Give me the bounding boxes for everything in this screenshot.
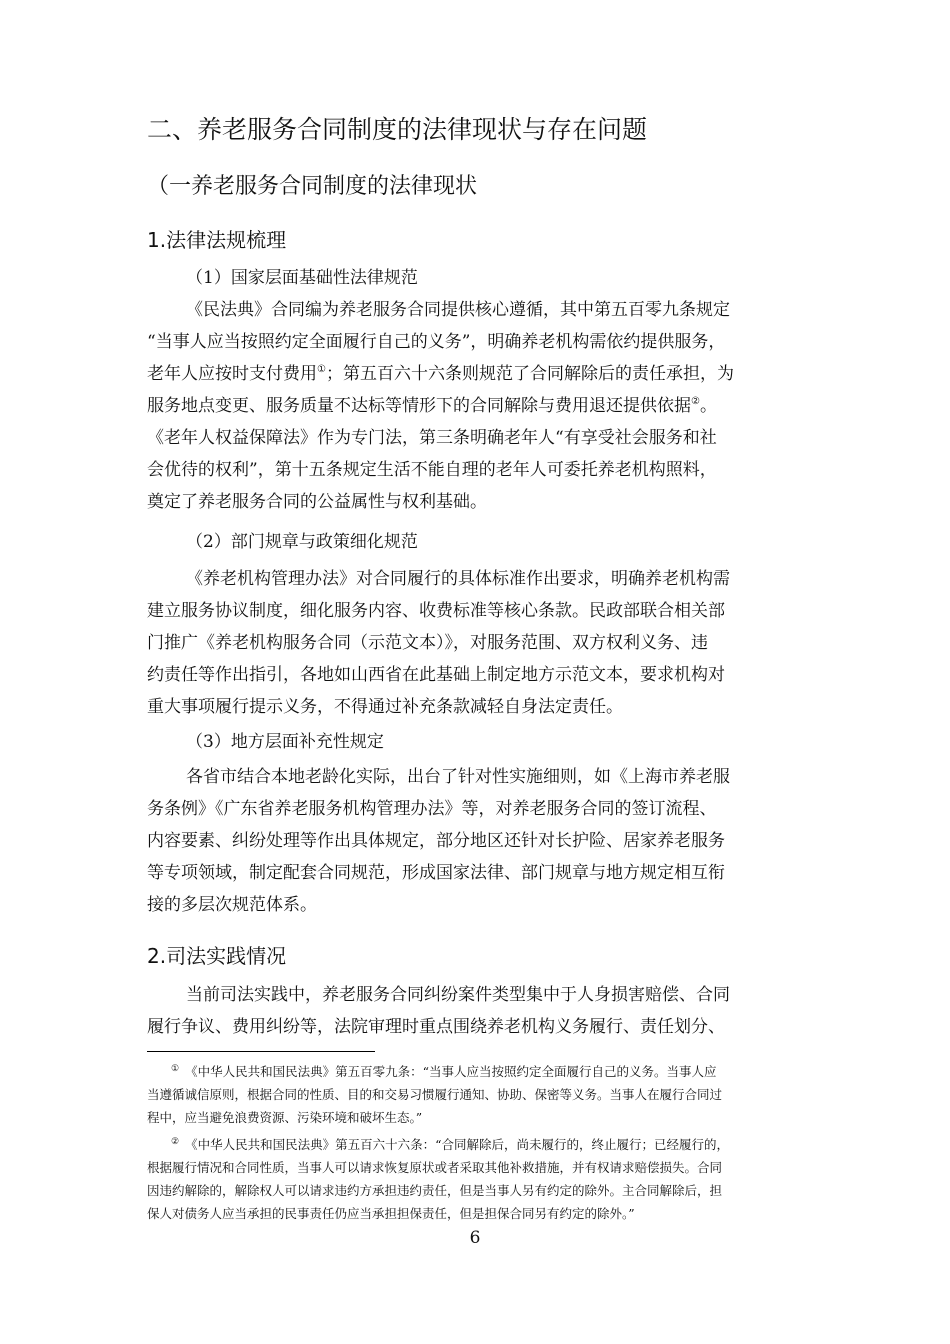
text-line: 服务地点变更、服务质量不达标等情形下的合同解除与费用退还提供依据②。: [147, 396, 717, 416]
paragraph-national-laws: [147, 294, 807, 518]
chapter-heading: 二、养老服务合同制度的法律现状与存在问题: [147, 115, 648, 144]
footnote-1: [147, 1058, 817, 1129]
text-line: 门推广《养老机构服务合同（示范文本）》，对服务范围、双方权利义务、违: [147, 633, 708, 653]
text-line: 《民法典》合同编为养老服务合同提供核心遵循，其中第五百零九条规定: [186, 300, 730, 320]
text-line: 会优待的权利”，第十五条规定生活不能自理的老年人可委托养老机构照料，: [147, 460, 717, 480]
section-heading: （一养老服务合同制度的法律现状: [147, 174, 478, 199]
text-line: 奠定了养老服务合同的公益属性与权利基础。: [147, 492, 487, 512]
text-line: 各省市结合本地老龄化实际，出台了针对性实施细则，如《上海市养老服: [186, 767, 730, 787]
footnote-ref-1[interactable]: ①: [317, 364, 326, 375]
text-line: “当事人应当按照约定全面履行自己的义务”，明确养老机构需依约提供服务，: [147, 332, 726, 352]
page-number: 6: [469, 1228, 481, 1248]
footnote-line: ① 《中华人民共和国民法典》第五百零九条：“当事人应当按照约定全面履行自己的义务。当事人应: [171, 1064, 717, 1079]
text-line: 接的多层次规范体系。: [147, 895, 317, 915]
footnote-separator: [147, 1051, 375, 1052]
footnote-line: 因违约解除的，解除权人可以请求违约方承担违约责任，但是当事人另有约定的除外。主合同解除后，担: [147, 1183, 723, 1198]
paragraph-judicial-practice: [147, 979, 807, 1043]
footnote-line: 当遵循诚信原则，根据合同的性质、目的和交易习惯履行通知、协助、保密等义务。当事人在履行合同过: [147, 1087, 723, 1102]
text-line: 内容要素、纠纷处理等作出具体规定，部分地区还针对长护险、居家养老服务: [147, 831, 725, 851]
text-line: 当前司法实践中，养老服务合同纠纷案件类型集中于人身损害赔偿、合同: [186, 985, 730, 1005]
text-line: 《老年人权益保障法》作为专门法，第三条明确老年人“有享受社会服务和社: [147, 428, 717, 448]
text-line: 重大事项履行提示义务，不得通过补充条款减轻自身法定责任。: [147, 697, 623, 717]
text-line: 约责任等作出指引，各地如山西省在此基础上制定地方示范文本，要求机构对: [147, 665, 725, 685]
footnote-line: ② 《中华人民共和国民法典》第五百六十六条：“合同解除后，尚未履行的，终止履行；已经履行的，: [171, 1137, 729, 1152]
footnote-mark: ①: [171, 1064, 180, 1074]
text-line: 务条例》《广东省养老服务机构管理办法》等，对养老服务合同的签订流程、: [147, 799, 717, 819]
text-line: 等专项领域，制定配套合同规范，形成国家法律、部门规章与地方规定相互衔: [147, 863, 725, 883]
text-line: 建立服务协议制度，细化服务内容、收费标准等核心条款。民政部联合相关部: [147, 601, 725, 621]
footnote-line: 程中，应当避免浪费资源、污染环境和破坏生态。”: [147, 1110, 423, 1125]
footnote-mark: ②: [171, 1137, 180, 1147]
item-heading-local: （3）地方层面补充性规定: [186, 732, 384, 752]
paragraph-departmental-rules: [147, 563, 807, 723]
item-heading-national: （1）国家层面基础性法律规范: [186, 268, 418, 288]
footnote-ref-2[interactable]: ②: [691, 396, 700, 407]
text-line: 老年人应按时支付费用①；第五百六十六条则规范了合同解除后的责任承担，为: [147, 364, 734, 384]
subsection-heading-judicial: 2.司法实践情况: [147, 944, 287, 968]
footnote-2: [147, 1131, 817, 1225]
footnote-line: 根据履行情况和合同性质，当事人可以请求恢复原状或者采取其他补救措施，并有权请求赔偿损失。合同: [147, 1160, 723, 1175]
paragraph-local-rules: [147, 761, 807, 921]
footnote-line: 保人对债务人应当承担的民事责任仍应当承担担保责任，但是担保合同另有约定的除外。”: [147, 1206, 635, 1221]
text-line: 履行争议、费用纠纷等，法院审理时重点围绕养老机构义务履行、责任划分、: [147, 1017, 725, 1037]
text-line: 《养老机构管理办法》对合同履行的具体标准作出要求，明确养老机构需: [186, 569, 730, 589]
item-heading-departmental: （2）部门规章与政策细化规范: [186, 532, 418, 552]
subsection-heading-laws: 1.法律法规梳理: [147, 228, 287, 252]
